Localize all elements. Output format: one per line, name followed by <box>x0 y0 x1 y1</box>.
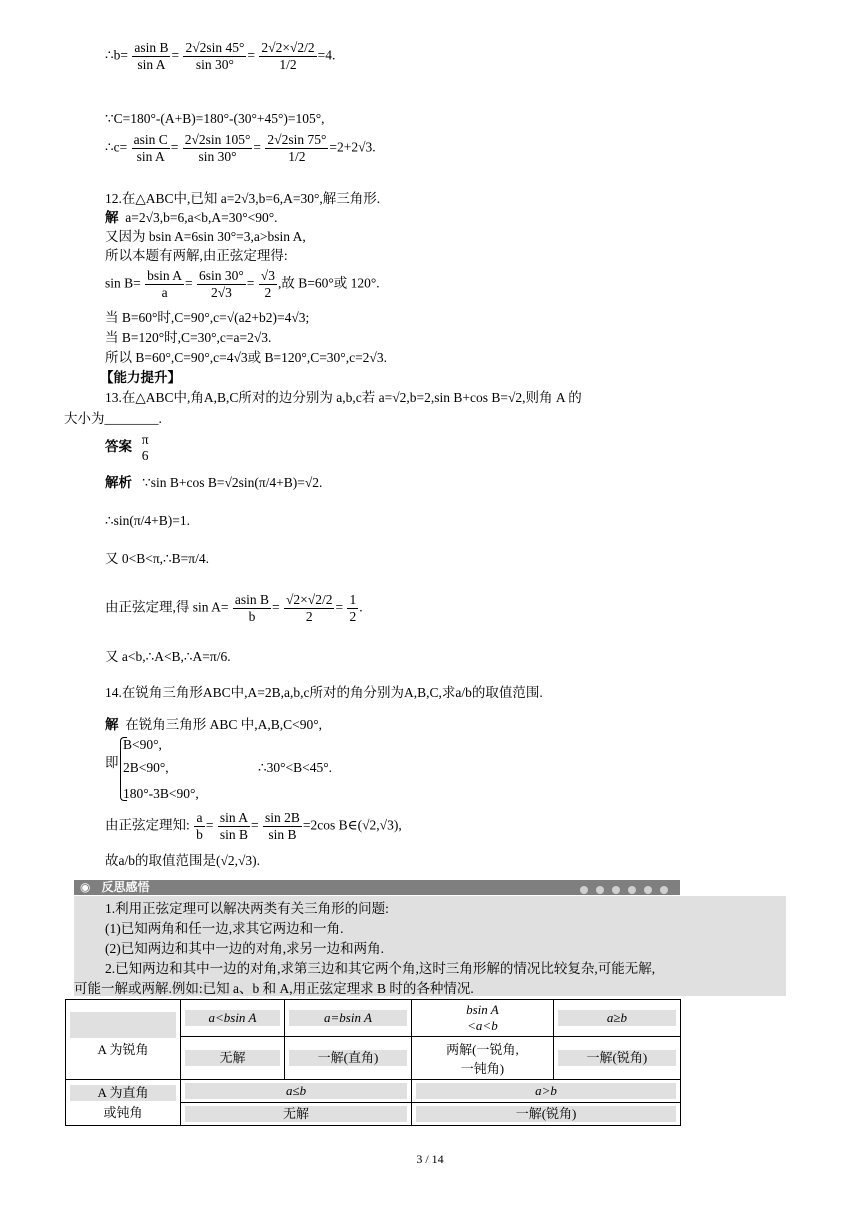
numerator: asin C <box>133 132 168 147</box>
cell-text: a<bsin A <box>185 1010 280 1026</box>
q12-solution-2: 又因为 bsin A=6sin 30°=3,a>bsin A, <box>105 229 306 244</box>
denominator: b <box>196 827 203 842</box>
q14-solution-4: 故a/b的取值范围是(√2,√3). <box>105 853 261 868</box>
section-heading: 【能力提升】 <box>100 370 181 385</box>
fraction <box>263 810 302 843</box>
cell-h2 <box>284 1000 411 1037</box>
row-header-acute <box>66 1000 181 1080</box>
summary-title: 反思感悟 <box>101 880 150 894</box>
cell-text: 无解 <box>185 1106 407 1122</box>
cell-text: 一钝角) <box>460 1061 505 1076</box>
cell-text: <a<b <box>467 1018 498 1033</box>
cell-text: A 为直角 <box>70 1085 176 1101</box>
denominator: 2 <box>264 285 272 300</box>
answer-fraction <box>140 432 151 464</box>
cell-or2 <box>412 1103 681 1126</box>
q13-analysis-5: 又 a<b,∴A<B,∴A=π/6. <box>105 649 231 664</box>
denominator: 2 <box>349 609 357 624</box>
fraction <box>183 132 253 165</box>
cell-text: 两解(一锐角, <box>446 1042 519 1057</box>
fraction <box>259 40 316 73</box>
solution-label: 解 <box>105 717 119 732</box>
question-13-line1: 13.在△ABC中,角A,B,C所对的边分别为 a,b,c若 a=√2,b=2,sin B+cos B=√2,则角 A 的 <box>105 390 582 405</box>
cell-r1 <box>181 1037 285 1080</box>
q12-solution-5: 当 B=60°时,C=90°,c=√(a2+b2)=4√3; <box>105 310 310 325</box>
table-row <box>66 1080 681 1103</box>
eq-prefix: 由正弦定理知: <box>105 817 190 833</box>
summary-p2: (1)已知两角和任一边,求其它两边和一角. <box>105 921 344 936</box>
numerator: √3 <box>260 268 275 283</box>
condition-3: 180°-3B<90°, <box>123 786 199 801</box>
cell-oh2 <box>412 1080 681 1103</box>
fraction <box>233 592 271 625</box>
page-number: 3 / 14 <box>416 1152 444 1166</box>
denominator: 2√3 <box>210 285 232 300</box>
q13-analysis-1 <box>105 474 322 492</box>
numerator: 2√2×√2/2 <box>261 40 315 55</box>
numerator: √2×√2/2 <box>286 592 333 607</box>
fraction <box>259 268 277 301</box>
q12-solution-6: 当 B=120°时,C=30°,c=a=2√3. <box>105 330 272 345</box>
cell-oh1 <box>181 1080 412 1103</box>
solutions-table <box>65 999 681 1126</box>
eq-result: ,故 B=60°或 120°. <box>277 275 380 291</box>
cell-text: bsin A <box>466 1002 499 1017</box>
numerator: a <box>194 810 205 827</box>
q14-solution-1 <box>105 716 322 734</box>
cell-text: a≥b <box>558 1010 676 1026</box>
range-result: ∴30°<B<45°. <box>258 760 332 775</box>
denominator: b <box>248 609 256 624</box>
fraction <box>183 40 246 73</box>
solution-label: 解 <box>105 210 119 225</box>
numerator: 6sin 30° <box>199 268 244 283</box>
cell-text: 一解(锐角) <box>558 1050 676 1066</box>
analysis-label: 解析 <box>105 475 132 490</box>
fraction <box>347 592 358 625</box>
condition-1: B<90°, <box>123 737 162 752</box>
numerator: 2√2sin 75° <box>267 132 327 147</box>
eq-b-line: ∴b= $\frac{\text{asin B}}{\text{sin A}}$ = $\frac{2√2\sin 45^\circ}{\sin 30^\circ}$ = $\frac{2√2\times√2/2}{1/2}$ =4. <box>105 40 336 72</box>
cell-text: a=bsin A <box>289 1010 407 1026</box>
denominator: 6 <box>141 448 149 463</box>
fraction <box>284 592 334 625</box>
target-icon: ◉ <box>80 880 91 894</box>
table-row <box>66 1000 681 1037</box>
eq-c-line: ∴c= $\frac{\text{asin C}}{\text{sin A}}$ = $\frac{2√2\sin 105^\circ}{\sin 30^\circ}$ = $\frac{2√2\sin 75^\circ}{1/2}$ =2+2√3. <box>105 132 376 164</box>
cell-text: 或钝角 <box>103 1105 143 1120</box>
eq-result: =2cos B∈(√2,√3), <box>302 817 402 833</box>
q13-analysis-4: 由正弦定理,得 sin A= $\frac{\text{asin B}}{b}$ = $\frac{√2\times√2/2}{2}$ = $\frac{1}{2}$ . <box>105 592 363 624</box>
denominator: 2 <box>305 609 313 624</box>
cell-r4 <box>553 1037 680 1080</box>
question-14: 14.在锐角三角形ABC中,A=2B,a,b,c所对的角分别为A,B,C,求a/b的取值范围. <box>105 685 543 700</box>
q12-solution-7: 所以 B=60°,C=90°,c=4√3或 B=120°,C=30°,c=2√3. <box>105 350 387 365</box>
summary-p3: (2)已知两边和其中一边的对角,求另一边和两角. <box>105 941 384 956</box>
summary-header <box>74 880 680 895</box>
denominator: sin B <box>268 827 297 842</box>
denominator: sin 30° <box>198 149 237 164</box>
q14-ji: 即 <box>105 755 119 770</box>
numerator: sin A <box>219 810 249 825</box>
fraction <box>218 810 250 843</box>
numerator: 1 <box>349 592 357 607</box>
fraction <box>265 132 328 165</box>
cell-h3 <box>412 1000 554 1037</box>
fraction <box>132 132 170 165</box>
eq-result: 2+2√3. <box>336 139 376 155</box>
denominator: a <box>161 285 168 300</box>
cell-h4 <box>553 1000 680 1037</box>
condition-2: 2B<90°, <box>123 760 169 775</box>
question-13-line2: 大小为________. <box>64 411 162 426</box>
eq-prefix: 由正弦定理,得 sin A= <box>105 599 229 615</box>
eq-prefix: sin B= <box>105 275 141 291</box>
summary-p4: 2.已知两边和其中一边的对角,求第三边和其它两个角,这时三角形解的情况比较复杂,可能无解, <box>105 961 656 976</box>
numerator: 2√2sin 45° <box>185 40 245 55</box>
summary-p1: 1.利用正弦定理可以解决两类有关三角形的问题: <box>105 901 389 916</box>
denominator: 1/2 <box>279 57 297 72</box>
q13-answer <box>105 432 152 464</box>
fraction <box>194 810 205 843</box>
numerator: bsin A <box>147 268 183 283</box>
fraction <box>197 268 246 301</box>
q13-analysis-2: ∴sin(π/4+B)=1. <box>105 513 191 528</box>
cell-r2 <box>284 1037 411 1080</box>
eq-c-angle: ∵C=180°-(A+B)=180°-(30°+45°)=105°, <box>105 111 325 126</box>
numerator: asin B <box>134 40 169 55</box>
solution-text: a=2√3,b=6,a<b,A=30°<90°. <box>125 210 278 225</box>
q14-solution-3: 由正弦定理知: $\frac{a}{b}$ = $\frac{\text{sin A}}{\text{sin B}}$ = $\frac{\sin 2B}{\text{sin B}}$ =2cos B∈(√2,√3), <box>105 810 402 842</box>
question-12: 12.在△ABC中,已知 a=2√3,b=6,A=30°,解三角形. <box>105 191 381 206</box>
numerator: asin B <box>234 592 270 607</box>
summary-p5: 可能一解或两解.例如:已知 a、b 和 A,用正弦定理求 B 时的各种情况. <box>74 981 474 996</box>
fraction <box>145 268 184 301</box>
q12-solution-4: sin B= $\frac{\text{bsin A}}{a}$ = $\frac{6\sin 30^\circ}{2√3}$ = $\frac{√3}{2}$ ,故 B=60°或 120°. <box>105 268 380 300</box>
numerator: π <box>141 432 149 447</box>
solution-text: 在锐角三角形 ABC 中,A,B,C<90°, <box>125 717 323 732</box>
cell-text: a>b <box>416 1083 676 1099</box>
cell-text: 无解 <box>185 1050 280 1066</box>
cell-r3 <box>412 1037 554 1080</box>
analysis-text: ∵sin B+cos B=√2sin(π/4+B)=√2. <box>142 475 323 490</box>
cell-text: 一解(锐角) <box>416 1106 676 1122</box>
cell-h1 <box>181 1000 285 1037</box>
q12-solution-1 <box>105 209 278 227</box>
cell-text: a≤b <box>185 1083 407 1099</box>
q13-analysis-3: 又 0<B<π,∴B=π/4. <box>105 551 209 566</box>
eq-prefix: ∴b= <box>105 47 128 63</box>
denominator: 1/2 <box>288 149 306 164</box>
denominator: sin A <box>137 57 166 72</box>
eq-result: 4. <box>325 47 336 63</box>
denominator: sin 30° <box>195 57 234 72</box>
cell-or1 <box>181 1103 412 1126</box>
denominator: sin A <box>136 149 165 164</box>
denominator: sin B <box>219 827 249 842</box>
q12-solution-3: 所以本题有两解,由正弦定理得: <box>105 248 288 263</box>
row-header-obtuse <box>66 1080 181 1126</box>
numerator: 2√2sin 105° <box>184 132 251 147</box>
answer-label: 答案 <box>105 439 132 455</box>
cell-text: 一解(直角) <box>289 1050 407 1066</box>
numerator: sin 2B <box>265 810 300 825</box>
eq-prefix: ∴c= <box>105 139 128 155</box>
cell-text: A 为锐角 <box>97 1042 149 1057</box>
fraction <box>132 40 170 73</box>
